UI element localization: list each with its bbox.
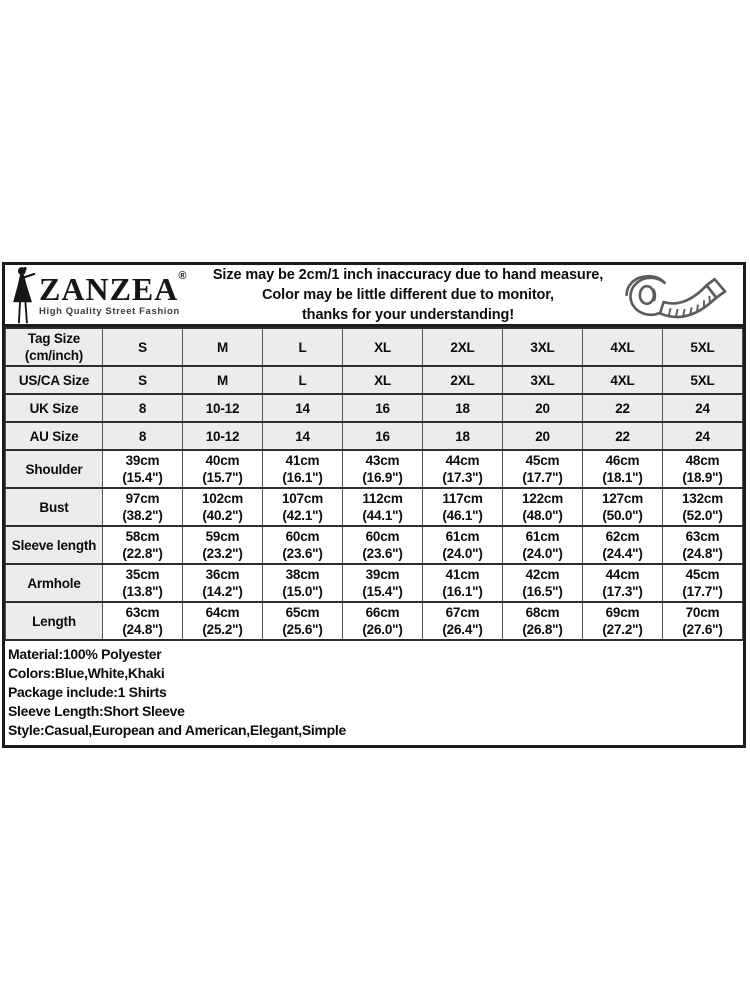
size-cell: 4XL [583,328,663,366]
size-cell: 44cm (17.3") [583,564,663,602]
note-style: Style:Casual,European and American,Elegant,Simple [8,722,346,738]
size-cell: XL [343,366,423,394]
size-cell: 59cm (23.2") [183,526,263,564]
size-cell: 16 [343,422,423,450]
size-cell: 61cm (24.0") [503,526,583,564]
size-cell: S [103,366,183,394]
size-cell: 97cm (38.2") [103,488,183,526]
size-cell: 3XL [503,328,583,366]
size-cell: 61cm (24.0") [423,526,503,564]
measuring-tape-icon [614,266,736,324]
size-cell: 62cm (24.4") [583,526,663,564]
size-cell: 127cm (50.0") [583,488,663,526]
note-material: Material:100% Polyester [8,646,162,662]
table-row-bust [6,488,743,526]
table-row-armhole [6,564,743,602]
size-cell: 5XL [663,328,743,366]
size-cell: 5XL [663,366,743,394]
size-cell: 41cm (16.1") [423,564,503,602]
size-cell: 35cm (13.8") [103,564,183,602]
product-notes [5,641,743,745]
brand-text [39,269,188,317]
size-cell: 63cm (24.8") [663,526,743,564]
note-sleeve-length: Sleeve Length:Short Sleeve [8,703,185,719]
size-cell: 64cm (25.2") [183,602,263,640]
registered-mark-icon: ® [178,269,188,282]
table-row-length [6,602,743,640]
size-cell: 14 [263,422,343,450]
size-cell: 22 [583,422,663,450]
brand-name: ZANZEA® [39,269,188,307]
disclaimer-line: Size may be 2cm/1 inch inaccuracy due to hand measure, [212,266,604,283]
row-label-sleeve-length: Sleeve length [6,526,103,564]
size-cell: L [263,366,343,394]
row-label-armhole: Armhole [6,564,103,602]
size-cell: 42cm (16.5") [503,564,583,602]
table-row-shoulder [6,450,743,488]
sheet-header [5,265,743,327]
table-row-sleeve-length [6,526,743,564]
size-cell: 22 [583,394,663,422]
size-cell: 39cm (15.4") [103,450,183,488]
table-row-usca-size [6,366,743,394]
size-cell: 39cm (15.4") [343,564,423,602]
size-cell: 65cm (25.6") [263,602,343,640]
size-cell: 2XL [423,366,503,394]
size-cell: S [103,328,183,366]
size-cell: 48cm (18.9") [663,450,743,488]
size-cell: 8 [103,394,183,422]
size-cell: 112cm (44.1") [343,488,423,526]
row-label-usca-size: US/CA Size [6,366,103,394]
row-label-uk-size: UK Size [6,394,103,422]
size-cell: 63cm (24.8") [103,602,183,640]
size-cell: 20 [503,394,583,422]
size-cell: 60cm (23.6") [263,526,343,564]
table-row-au-size [6,422,743,450]
size-disclaimer [209,265,607,325]
size-cell: 44cm (17.3") [423,450,503,488]
size-cell: 58cm (22.8") [103,526,183,564]
size-cell: 117cm (46.1") [423,488,503,526]
brand-tagline: High Quality Street Fashion [39,305,180,317]
size-cell: M [183,366,263,394]
disclaimer-line: Color may be little different due to monitor, [262,286,554,303]
size-cell: 70cm (27.6") [663,602,743,640]
row-label-bust: Bust [6,488,103,526]
size-cell: 2XL [423,328,503,366]
size-cell: 24 [663,394,743,422]
row-label-length: Length [6,602,103,640]
size-cell: 45cm (17.7") [663,564,743,602]
row-label-tag-size: Tag Size (cm/inch) [6,328,103,366]
size-cell: 45cm (17.7") [503,450,583,488]
size-cell: M [183,328,263,366]
note-colors: Colors:Blue,White,Khaki [8,665,165,681]
size-cell: 132cm (52.0") [663,488,743,526]
size-cell: 24 [663,422,743,450]
size-cell: 10-12 [183,394,263,422]
size-cell: 4XL [583,366,663,394]
row-label-au-size: AU Size [6,422,103,450]
size-cell: 18 [423,422,503,450]
size-cell: 43cm (16.9") [343,450,423,488]
size-cell: 107cm (42.1") [263,488,343,526]
size-cell: 60cm (23.6") [343,526,423,564]
measuring-tape-box [607,266,743,324]
size-cell: 69cm (27.2") [583,602,663,640]
size-cell: 36cm (14.2") [183,564,263,602]
woman-fashion-figure-icon [11,266,37,324]
size-cell: 66cm (26.0") [343,602,423,640]
size-cell: XL [343,328,423,366]
size-cell: 16 [343,394,423,422]
size-chart-sheet [2,262,746,748]
brand-logo [5,266,209,324]
size-cell: 67cm (26.4") [423,602,503,640]
size-cell: 3XL [503,366,583,394]
size-cell: 102cm (40.2") [183,488,263,526]
table-row-uk-size [6,394,743,422]
disclaimer-line: thanks for your understanding! [301,306,515,323]
size-cell: 38cm (15.0") [263,564,343,602]
size-cell: 18 [423,394,503,422]
size-cell: 10-12 [183,422,263,450]
size-cell: 40cm (15.7") [183,450,263,488]
size-cell: L [263,328,343,366]
size-cell: 14 [263,394,343,422]
row-label-shoulder: Shoulder [6,450,103,488]
table-row-tag-size [6,328,743,366]
size-cell: 122cm (48.0") [503,488,583,526]
size-cell: 46cm (18.1") [583,450,663,488]
size-cell: 41cm (16.1") [263,450,343,488]
size-cell: 68cm (26.8") [503,602,583,640]
size-table [5,327,743,641]
size-cell: 8 [103,422,183,450]
note-package: Package include:1 Shirts [8,684,167,700]
size-cell: 20 [503,422,583,450]
